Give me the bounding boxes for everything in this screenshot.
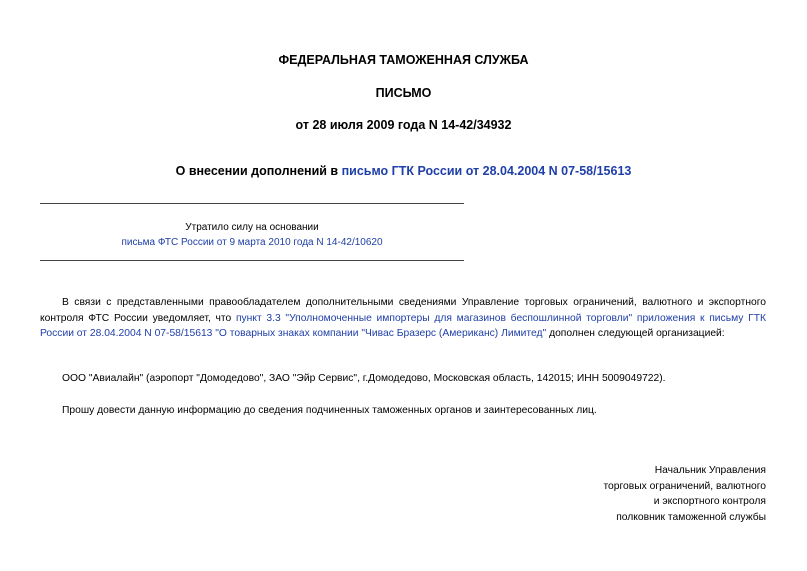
doc-type-heading: ПИСЬМО <box>375 86 432 100</box>
paragraph-organization: ООО "Авиалайн" (аэропорт "Домодедово", ЗАО "Эйр Сервис", г.Домодедово, Московская область, 142015; ИНН 5009049722). <box>62 373 666 384</box>
signature-line: полковник таможенной службы <box>616 511 766 523</box>
paragraph-link[interactable]: пункт 3.3 "Уполномоченные импортеры для магазинов беспошлинной торговли" приложения к письму ГТК России от 28.04.2004 N 07-58/15613 "О товарных знаках компании "Чивас Бразерс (Американс) Лимитед" <box>40 312 766 340</box>
signature-line: торговых ограничений, валютного <box>603 480 766 492</box>
signature-block <box>603 463 766 525</box>
status-link[interactable]: письма ФТС России от 9 марта 2010 года N 14-42/10620 <box>121 237 383 248</box>
paragraph-text-end: дополнен следующей организацией: <box>546 328 725 340</box>
status-note: Утратило силу на основании <box>185 222 319 233</box>
divider-top <box>40 203 464 204</box>
date-number-heading: от 28 июля 2009 года N 14-42/34932 <box>295 118 512 132</box>
document-title <box>0 164 807 178</box>
divider-bottom <box>40 260 464 261</box>
agency-heading: ФЕДЕРАЛЬНАЯ ТАМОЖЕННАЯ СЛУЖБА <box>278 53 529 67</box>
paragraph-request: Прошу довести данную информацию до сведения подчиненных таможенных органов и заинтересованных лиц. <box>62 405 597 416</box>
signature-line: и экспортного контроля <box>653 496 766 508</box>
signature-line: Начальник Управления <box>654 465 766 476</box>
title-prefix: О внесении дополнений в <box>175 164 342 178</box>
paragraph-notice <box>40 295 766 342</box>
title-link[interactable]: письмо ГТК России от 28.04.2004 N 07-58/15613 <box>341 164 632 178</box>
paragraph-text-start: В связи с представленными правообладателем дополнительными сведениями Управление торговых ограничений, валютного и экспортного контроля ФТС России уведомляет, что <box>40 297 766 324</box>
